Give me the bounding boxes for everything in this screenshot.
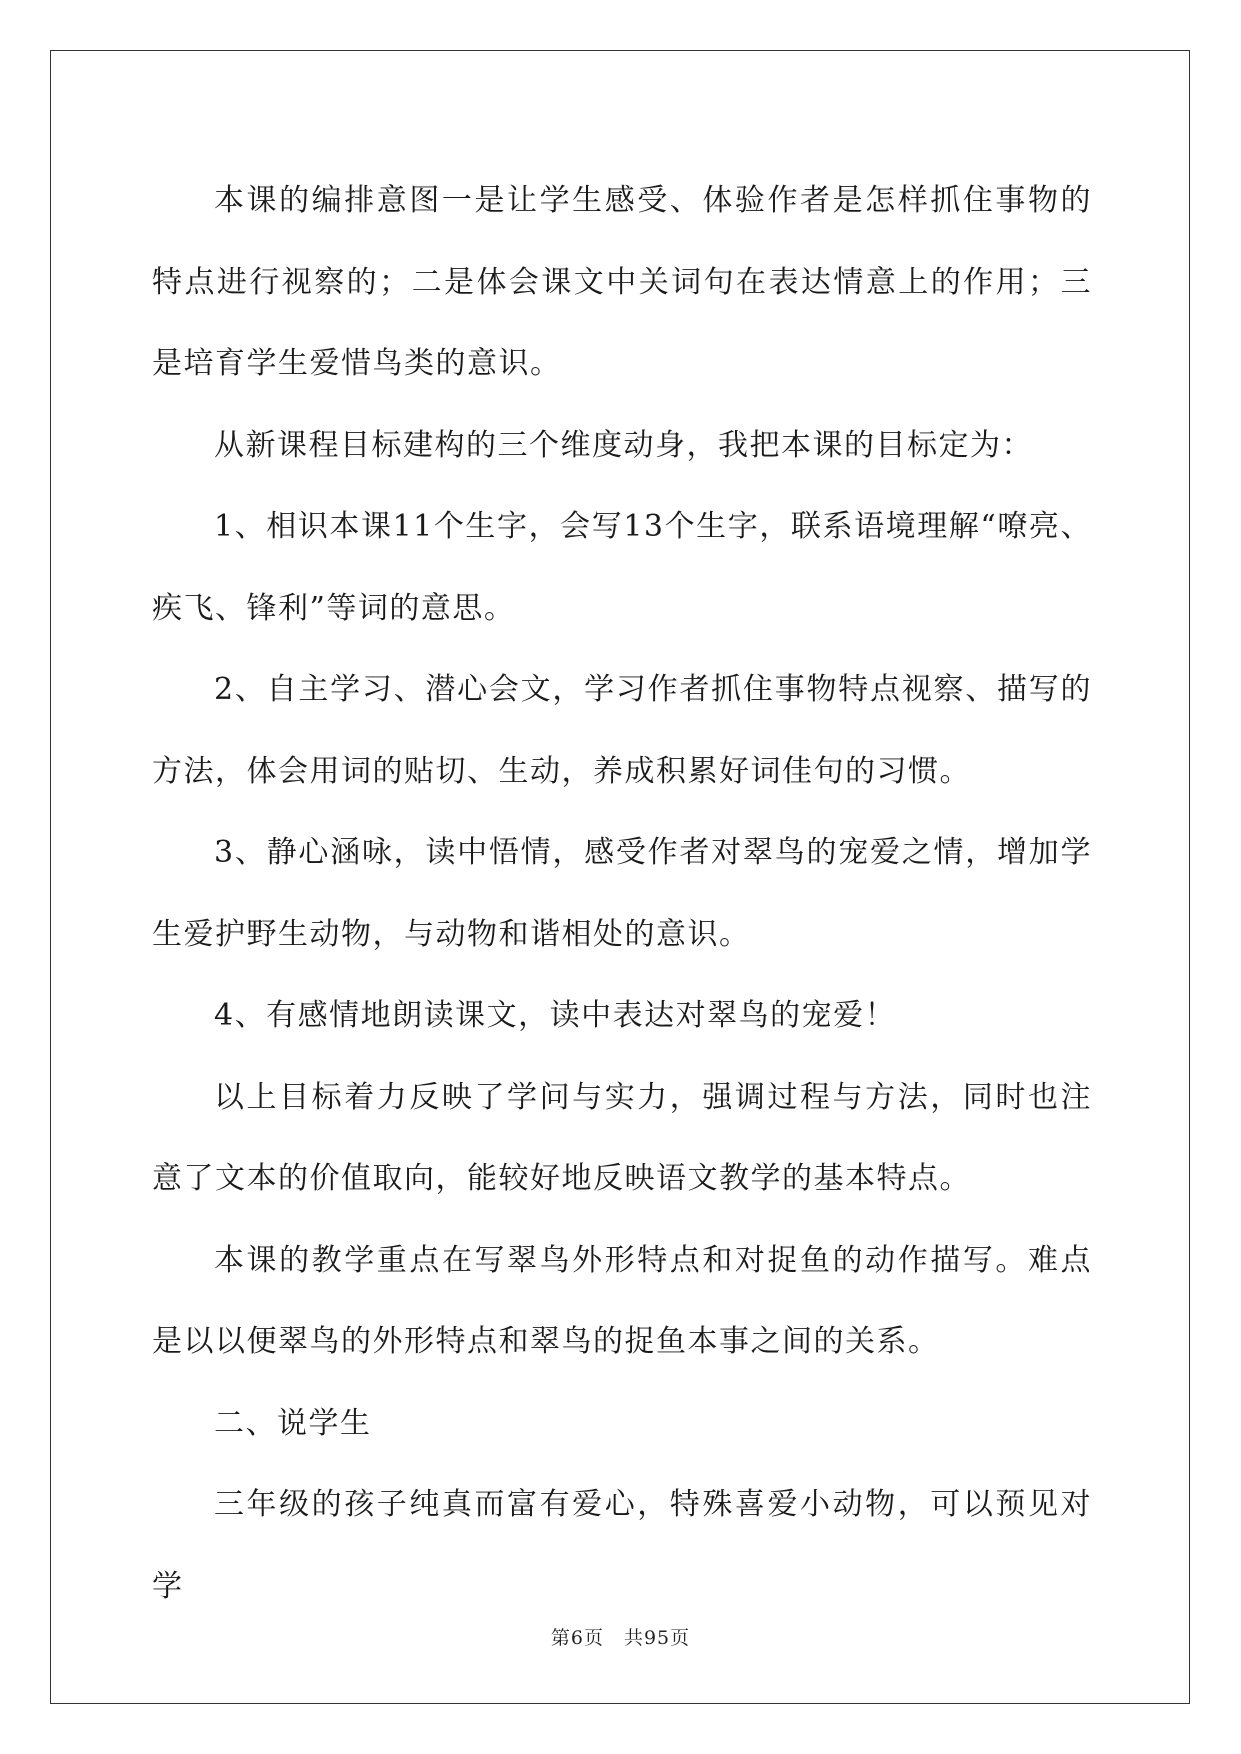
paragraph: 以上目标着力反映了学问与实力，强调过程与方法，同时也注意了文本的价值取向，能较好地反映语文教学的基本特点。	[152, 1079, 1092, 1196]
page-footer	[0, 1623, 1241, 1650]
paragraph: 1、相识本课11个生字，会写13个生字，联系语境理解“嘹亮、疾飞、锋利”等词的意思。	[152, 509, 1092, 626]
paragraph: 三年级的孩子纯真而富有爱心，特殊喜爱小动物，可以预见对学	[152, 1487, 1092, 1604]
document-body	[152, 160, 1092, 1627]
paragraph: 本课的教学重点在写翠鸟外形特点和对捉鱼的动作描写。难点是以以便翠鸟的外形特点和翠鸟的捉鱼本事之间的关系。	[152, 1242, 1092, 1359]
section-heading: 二、说学生	[214, 1405, 372, 1441]
paragraph: 本课的编排意图一是让学生感受、体验作者是怎样抓住事物的特点进行视察的；二是体会课文中关词句在表达情意上的作用；三是培育学生爱惜鸟类的意识。	[152, 183, 1092, 381]
total-pages: 共95页	[623, 1627, 691, 1649]
paragraph: 3、静心涵咏，读中悟情，感受作者对翠鸟的宠爱之情，增加学生爱护野生动物，与动物和谐相处的意识。	[152, 835, 1092, 952]
paragraph: 从新课程目标建构的三个维度动身，我把本课的目标定为：	[214, 427, 1033, 463]
paragraph: 2、自主学习、潜心会文，学习作者抓住事物特点视察、描写的方法，体会用词的贴切、生动，养成积累好词佳句的习惯。	[152, 672, 1092, 789]
page-number: 第6页	[550, 1627, 604, 1649]
paragraph: 4、有感情地朗读课文，读中表达对翠鸟的宠爱！	[214, 998, 897, 1033]
